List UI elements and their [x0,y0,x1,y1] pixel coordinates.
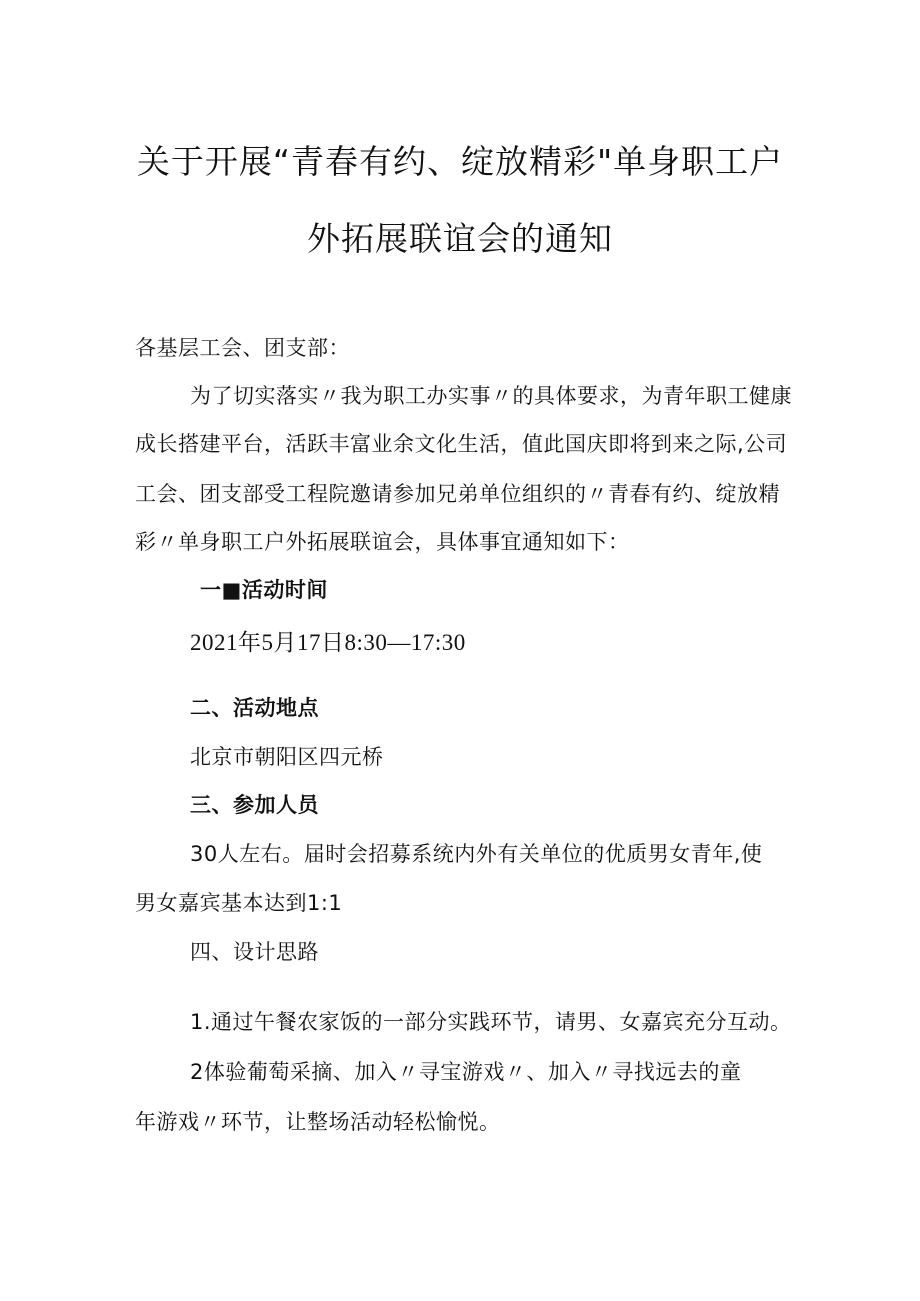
section-heading-place: 二、活动地点 [190,696,319,720]
section-heading-time: 一■活动时间 [200,578,328,602]
design-item-2: 2体验葡萄采摘、加入〃寻宝游戏〃、加入〃寻找远去的童 [190,1060,742,1084]
time-value: 2021年5月17日8:30—17:30 [190,630,466,655]
intro-line-4: 彩〃单身职工户外拓展联谊会，具体事宜通知如下： [135,530,630,554]
title-line-2: 外拓展联谊会的通知 [307,219,613,258]
intro-line-2: 成长搭建平台，活跃丰富业余文化生活，值此国庆即将到来之际,公司 [135,432,788,456]
design-item-1: 1.通过午餐农家饭的一部分实践环节，请男、女嘉宾充分互动。 [190,1010,792,1034]
section-heading-design: 四、设计思路 [190,940,319,964]
intro-line-3: 工会、团支部受工程院邀请参加兄弟单位组织的〃青春有约、绽放精 [135,482,780,506]
design-item-2-continued: 年游戏〃环节，让整场活动轻松愉悦。 [135,1110,501,1134]
section-heading-people: 三、参加人员 [190,793,319,817]
salutation: 各基层工会、团支部： [135,336,350,360]
title-line-1: 关于开展“青春有约、绽放精彩"单身职工户 [136,142,784,181]
intro-line-1: 为了切实落实〃我为职工办实事〃的具体要求，为青年职工健康 [190,384,792,408]
place-value: 北京市朝阳区四元桥 [190,745,384,769]
people-line-1: 30人左右。届时会招募系统内外有关单位的优质男女青年,使 [190,842,763,866]
people-line-2: 男女嘉宾基本达到1:1 [135,891,343,915]
